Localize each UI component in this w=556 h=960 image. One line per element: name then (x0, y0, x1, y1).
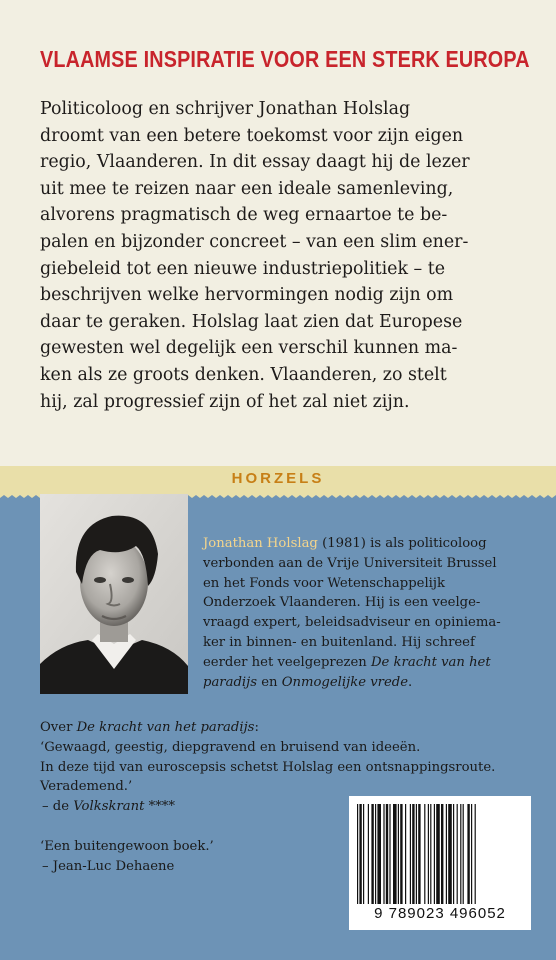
barcode-bar (446, 804, 447, 904)
book-title: paradijs (203, 674, 257, 690)
barcode-bar (430, 804, 431, 904)
cover-top-panel (0, 0, 556, 470)
barcode-bar (416, 804, 417, 904)
book-title: De kracht van het paradijs (76, 720, 255, 735)
barcode-bar (405, 804, 406, 904)
author-bio (203, 534, 523, 692)
blurb-line: daar te geraken. Holslag laat zien dat Europese (40, 311, 463, 332)
blurb-line: alvorens pragmatisch de weg ernaartoe te be- (40, 205, 448, 226)
headline: VLAAMSE INSPIRATIE VOOR EEN STERK EUROPA (40, 46, 530, 72)
blurb-line: giebeleid tot een nieuwe industriepolitiek – te (40, 258, 446, 279)
barcode-bar (436, 804, 440, 904)
barcode-bar (457, 804, 458, 904)
barcode-bar (377, 804, 381, 904)
quote-source: – Jean-Luc Dehaene (42, 858, 175, 874)
barcode-bar (398, 804, 399, 904)
barcode-bar (368, 804, 369, 904)
barcode-bar (359, 804, 361, 904)
quote-line: ‘Gewaagd, geestig, diepgravend en bruisend van ideeën. (40, 739, 421, 755)
barcode-bar (357, 804, 358, 904)
bio-line: vraagd expert, beleidsadviseur en opiniema- (203, 615, 501, 631)
barcode-bar (463, 804, 464, 904)
author-name: Jonathan Holslag (203, 536, 318, 551)
quote-source: – de Volkskrant **** (42, 799, 175, 815)
isbn-number: 9 789023 496052 (374, 905, 506, 922)
band-edge-top (0, 458, 556, 466)
bio-line: en het Fonds voor Wetenschappelijk (203, 575, 445, 591)
quote-line: Verademend.’ (40, 779, 133, 795)
series-label: HORZELS (231, 470, 325, 487)
blurb-line: gewesten wel degelijk een verschil kunnen ma- (40, 338, 458, 359)
blurb-line: Politicoloog en schrijver Jonathan Holslag (40, 99, 411, 119)
barcode-bar (383, 804, 384, 904)
barcode-bar (386, 804, 388, 904)
quote-line: ‘Een buitengewoon boek.’ (40, 838, 214, 854)
barcode-bar (363, 804, 364, 904)
barcode-bar (448, 804, 452, 904)
barcode-bar (418, 804, 420, 904)
bio-line: verbonden aan de Vrije Universiteit Brussel (203, 555, 497, 571)
barcode-bar (412, 804, 414, 904)
barcode-bar (475, 804, 476, 904)
barcode-bar (434, 804, 435, 904)
barcode-bar (410, 804, 411, 904)
bio-line: paradijs en Onmogelijke vrede. (203, 674, 413, 690)
barcode-bar (441, 804, 443, 904)
barcode-bar (424, 804, 425, 904)
barcode-bar (389, 804, 390, 904)
author-photo (40, 494, 188, 694)
blurb-line: hij, zal progressief zijn of het zal niet zijn. (40, 391, 410, 412)
barcode-bar (428, 804, 429, 904)
blurb-line: regio, Vlaanderen. In dit essay daagt hij de lezer (40, 152, 470, 173)
barcode (349, 796, 531, 930)
quote-intro: Over De kracht van het paradijs: (40, 720, 259, 735)
barcode-bar (467, 804, 469, 904)
bio-line: Jonathan Holslag (1981) is als politicoloog (203, 536, 487, 551)
quote-line: In deze tijd van euroscepsis schetst Holslag een ontsnappingsroute. (40, 759, 496, 775)
barcode-bar (460, 804, 461, 904)
series-band (0, 458, 556, 498)
barcode-bar (471, 804, 472, 904)
blurb-line: uit mee te reizen naar een ideale samenleving, (40, 178, 454, 199)
blurb (40, 96, 518, 415)
blurb-line: beschrijven welke hervormingen nodig zijn om (40, 285, 454, 306)
book-title: De kracht van het (370, 654, 491, 670)
blurb-line: ken als ze groots denken. Vlaanderen, zo stelt (40, 364, 447, 385)
bio-line: ker in binnen- en buitenland. Hij schreef (203, 634, 475, 650)
bio-line: Onderzoek Vlaanderen. Hij is een veelge- (203, 595, 481, 611)
barcode-bars (349, 796, 531, 906)
blurb-line: palen en bijzonder concreet – van een slim ener- (40, 231, 469, 252)
book-title: Onmogelijke vrede (281, 674, 408, 690)
blurb-line: droomt van een betere toekomst voor zijn eigen (40, 125, 464, 146)
barcode-bar (393, 804, 397, 904)
barcode-bar (371, 804, 373, 904)
barcode-bar (400, 804, 402, 904)
bio-line: eerder het veelgeprezen De kracht van het (203, 654, 491, 670)
barcode-bar (375, 804, 376, 904)
barcode-bar (453, 804, 454, 904)
